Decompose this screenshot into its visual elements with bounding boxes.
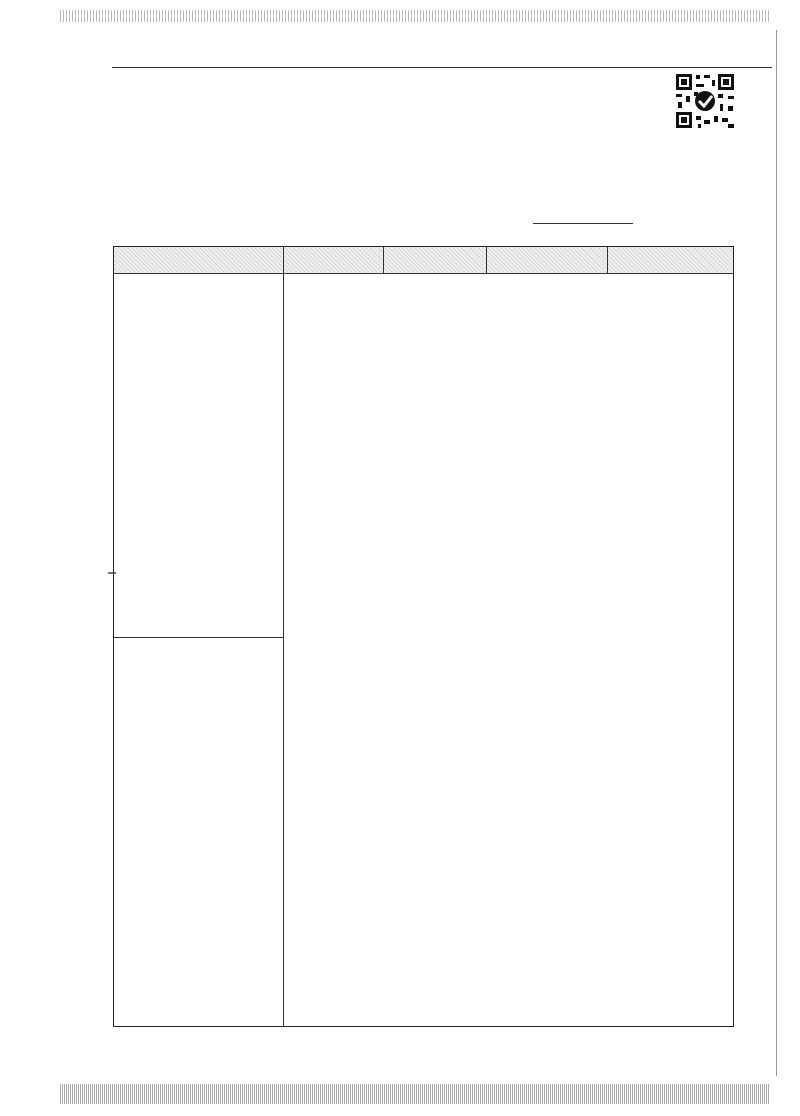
header-rule (112, 67, 772, 68)
checkin-month-blank[interactable] (533, 212, 583, 224)
story-passage (114, 274, 284, 638)
header-extension (608, 247, 733, 274)
scan-noise-top (60, 10, 770, 22)
vocab-table (113, 246, 734, 1027)
checkin-day-blank[interactable] (583, 212, 633, 224)
checkin (533, 212, 633, 227)
qr-code-icon[interactable] (674, 72, 736, 130)
scan-noise-bottom (60, 1084, 770, 1104)
header-story (114, 247, 284, 274)
header-word (284, 247, 384, 274)
story-dialogue (114, 638, 284, 1026)
header-meaning (487, 247, 608, 274)
page-edge (776, 30, 782, 1076)
header-phonetic (384, 247, 487, 274)
